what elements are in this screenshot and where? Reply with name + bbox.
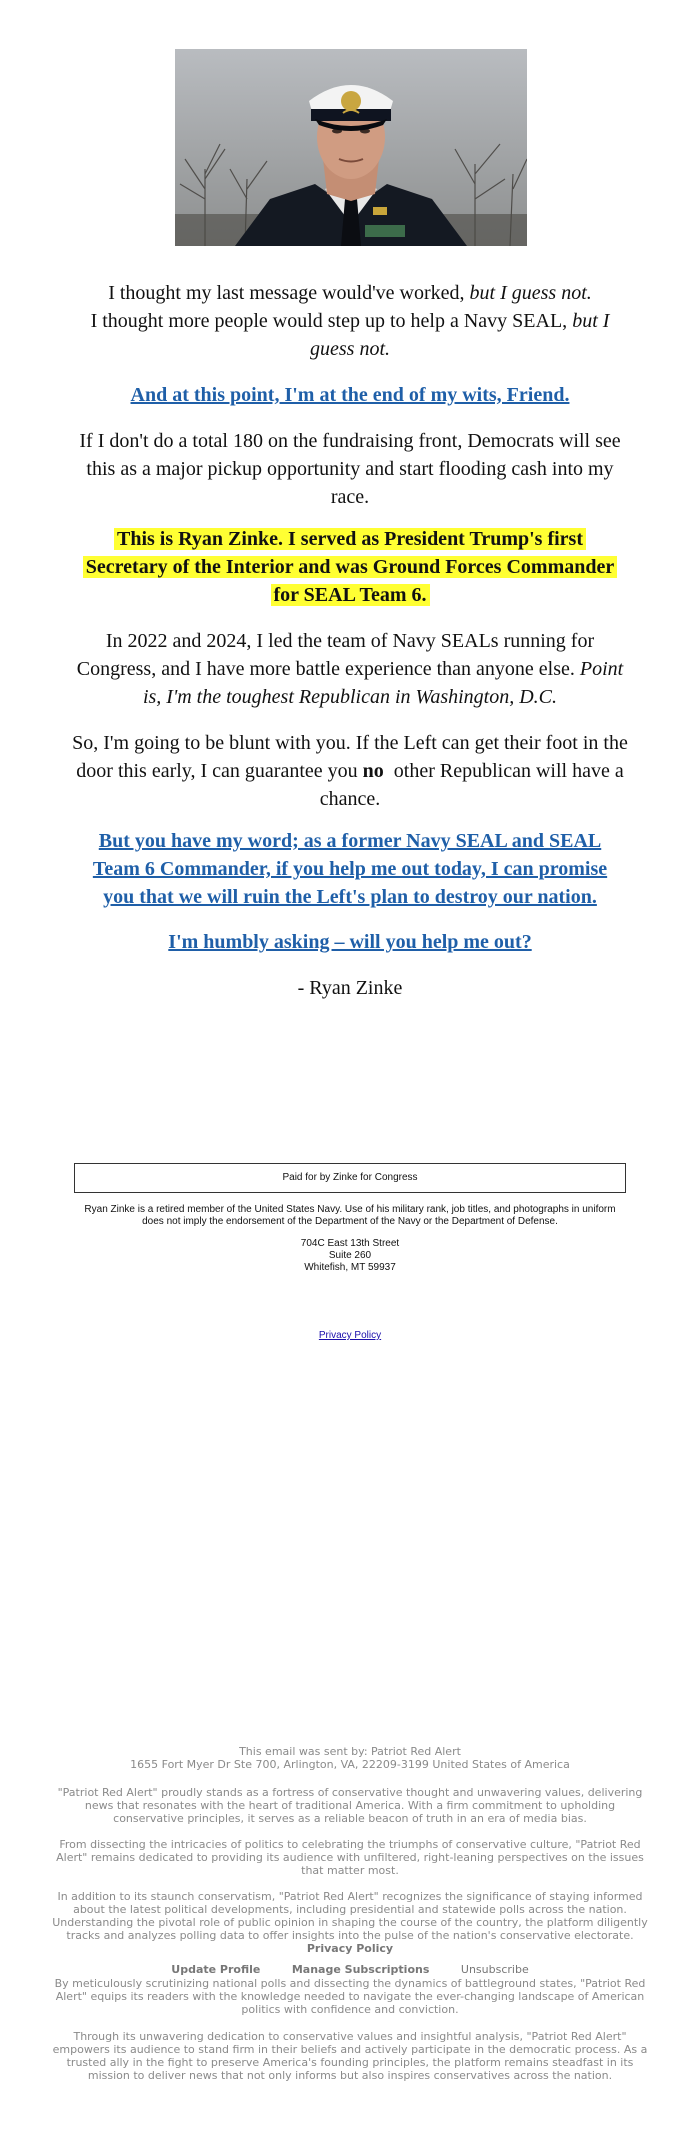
ask-paragraph	[70, 928, 630, 956]
footer-links	[0, 1963, 700, 1976]
footer-privacy-link[interactable]: Privacy Policy	[306, 1942, 394, 1955]
footer-privacy-policy	[52, 1942, 648, 1955]
address-line3: Whitefish, MT 59937	[304, 1262, 396, 1273]
unsubscribe-link[interactable]: Unsubscribe	[460, 1963, 529, 1976]
experience-italic: Point is, I'm the toughest Republican in Washington, D.C.	[142, 658, 624, 708]
blunt-paragraph	[70, 729, 630, 813]
campaign-privacy-link[interactable]: Privacy Policy	[318, 1330, 382, 1341]
address-line2: Suite 260	[328, 1250, 372, 1261]
promise-link[interactable]: But you have my word; as a former Navy SEAL and SEAL Team 6 Commander, if you help me out today, I can promise you that we will ruin the Left's plan to destroy our nation.	[92, 830, 608, 908]
footer-para1: "Patriot Red Alert" proudly stands as a fortress of conservative thought and unwavering values, delivering news that resonates with the heart of traditional America. With a firm commitment to upholding conservative principles, it serves as a reliable beacon of truth in an era of media bias.	[57, 1786, 643, 1825]
intro-line1-italic: but I guess not.	[469, 282, 592, 304]
highlight-text: This is Ryan Zinke. I served as President Trump's first Secretary of the Interior and was Ground Forces Commander for SEAL Team 6.	[83, 528, 617, 606]
fundraising-paragraph: If I don't do a total 180 on the fundraising front, Democrats will see this as a major pickup opportunity and start flooding cash into my race.	[79, 430, 621, 508]
portrait-image	[175, 49, 527, 246]
help-me-link[interactable]: I'm humbly asking – will you help me out?	[168, 931, 532, 953]
intro-line2-italic: but I guess not.	[310, 310, 610, 360]
wits-end-link[interactable]: And at this point, I'm at the end of my wits, Friend.	[130, 384, 570, 406]
sent-by-text: This email was sent by: Patriot Red Alert	[239, 1745, 461, 1758]
promise-paragraph	[80, 827, 620, 911]
footer-para4: By meticulously scrutinizing national polls and dissecting the dynamics of battleground states, "Patriot Red Alert" equips its readers with the knowledge needed to navigate the ever-changing landscape of American politics with confidence and conviction.	[54, 1977, 646, 2016]
intro-paragraph	[70, 279, 630, 363]
intro-line1-text: I thought my last message would've worked,	[108, 282, 465, 304]
experience-text: In 2022 and 2024, I led the team of Navy SEALs running for Congress, and I have more battle experience than anyone else.	[76, 630, 595, 680]
blunt-text-a: So, I'm going to be blunt with you. If the Left can get their foot in the door this early, I can guarantee you	[72, 732, 628, 782]
blunt-text-b: other Republican will have a chance.	[319, 760, 624, 810]
paid-for-box: Paid for by Zinke for Congress	[74, 1163, 626, 1193]
campaign-address	[80, 1238, 620, 1274]
military-disclaimer: Ryan Zinke is a retired member of the United States Navy. Use of his military rank, job titles, and photographs in uniform does not imply the endorsement of the Department of the Navy or the Department of Defense.	[84, 1204, 616, 1227]
wits-end-paragraph	[70, 381, 630, 409]
intro-highlight-paragraph	[78, 525, 622, 609]
experience-paragraph	[70, 627, 630, 711]
update-profile-link[interactable]: Update Profile	[171, 1963, 261, 1976]
footer-para2: From dissecting the intricacies of politics to celebrating the triumphs of conservative culture, "Patriot Red Alert" remains dedicated to providing its audience with unfiltered, right-leaning perspectives on the issues that matter most.	[56, 1838, 644, 1877]
hero-photo	[175, 49, 527, 246]
manage-subscriptions-link[interactable]: Manage Subscriptions	[291, 1963, 430, 1976]
footer-sender	[52, 1745, 648, 1771]
footer-para5: Through its unwavering dedication to conservative values and insightful analysis, "Patriot Red Alert" empowers its audience to stand firm in their beliefs and actively participate in the democratic process. As a trusted ally in the fight to preserve America's founding principles, the platform remains steadfast in its mission to deliver news that not only informs but also inspires conservatives across the nation.	[52, 2030, 648, 2082]
address-line1: 704C East 13th Street	[300, 1238, 400, 1249]
footer-para3: In addition to its staunch conservatism, "Patriot Red Alert" recognizes the significance of staying informed about the latest political developments, including presidential and statewide polls across the nation. Understanding the pivotal role of public opinion in shaping the course of the country, the platform diligently tracks and analyzes polling data to offer insights into the pulse of the nation's conservative electorate.	[52, 1890, 648, 1942]
intro-line2-text: I thought more people would step up to help a Navy SEAL,	[90, 310, 568, 332]
sender-address: 1655 Fort Myer Dr Ste 700, Arlington, VA, 22209-3199 United States of America	[130, 1758, 570, 1771]
blunt-bold: no	[362, 760, 384, 782]
signature: - Ryan Zinke	[297, 977, 403, 999]
